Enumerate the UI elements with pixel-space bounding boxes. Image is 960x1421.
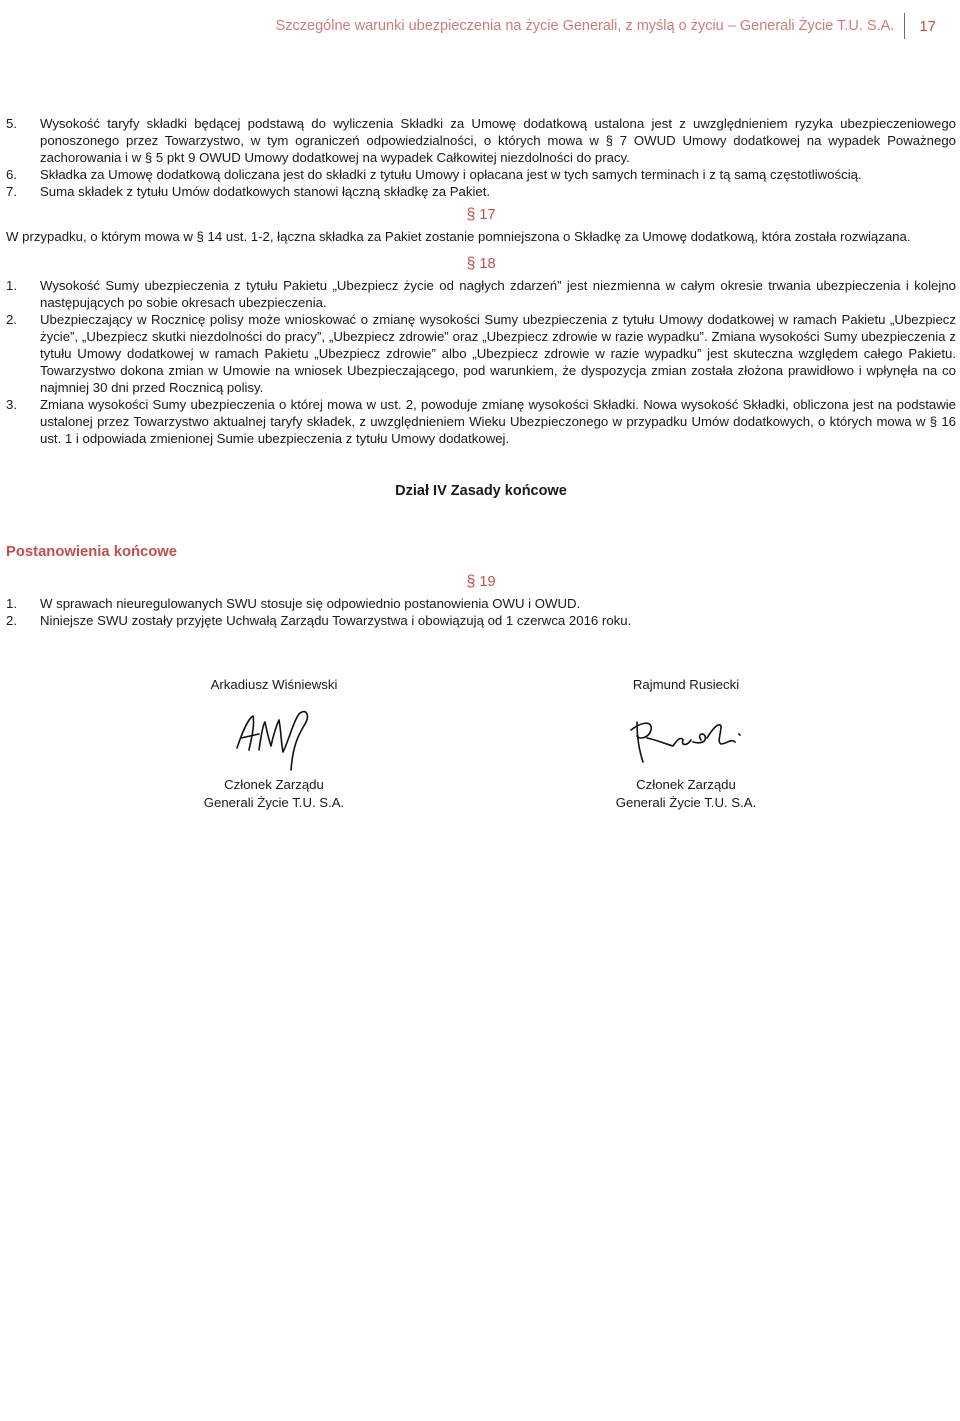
list-item (6, 595, 956, 612)
section-symbol: § (466, 206, 476, 223)
item-text: Niniejsze SWU zostały przyjęte Uchwałą Zarządu Towarzystwa i obowiązują od 1 czerwca 2016 roku. (40, 613, 632, 628)
chapter-title: Dział IV Zasady końcowe (395, 483, 567, 499)
signatory-name: Rajmund Rusiecki (632, 677, 740, 692)
list-item (6, 396, 956, 447)
signatures-block (0, 676, 960, 816)
item-text: Wysokość taryfy składki będącej podstawą do wyliczenia Składki za Umowę dodatkową ustalona jest z uwzględnieniem ryzyka ubezpieczeniowego ponoszonego przez Towarzystwo, w tym ograniczeń odpowiedzialności, o których mowa w § 7 OWUD Umowy dodatkowej na wypadek Poważnego zachorowania i w § 5 pkt 9 OWUD Umowy dodatkowej na wypadek Całkowitej niezdolności do pracy. (40, 116, 956, 165)
item-text: Wysokość Sumy ubezpieczenia z tytułu Pakietu „Ubezpiecz życie od nagłych zdarzeń” jest niezmienna w całym okresie trwania ubezpieczenia i kolejno następujących po sobie okresach ubezpieczenia. (40, 278, 956, 310)
item-number: 6. (6, 167, 17, 182)
item-text: Składka za Umowę dodatkową doliczana jest do składki z tytułu Umowy i opłacana jest w tych samych terminach i z tą samą częstotliwością. (40, 167, 862, 182)
section-number: 19 (479, 574, 496, 590)
signatory-role: Członek Zarządu (636, 777, 736, 792)
page-number: 17 (919, 17, 936, 35)
item-text: Zmiana wysokości Sumy ubezpieczenia o której mowa w ust. 2, powoduje zmianę wysokości Składki. Nowa wysokość Składki, obliczona jest na podstawie ustalonej przez Towarzystwo aktualnej taryfy składek, z uwzględnieniem Wieku Ubezpieczonego w przypadku Umów dodatkowych, o których mowa w § 16 ust. 1 i odpowiada zmienionej Sumie ubezpieczenia z tytułu Umowy dodatkowej. (40, 397, 956, 446)
section-17-heading (6, 206, 956, 224)
item-number: 5. (6, 116, 17, 131)
item-number: 1. (6, 596, 17, 611)
section-18-heading (6, 255, 956, 273)
list-item (6, 183, 956, 200)
item-number: 2. (6, 312, 17, 327)
handwritten-signature-icon (219, 700, 329, 772)
section-symbol: § (466, 573, 476, 590)
section-17-text: W przypadku, o którym mowa w § 14 ust. 1-2, łączna składka za Pakiet zostanie pomniejszona o Składkę za Umowę dodatkową, która została rozwiązana. (6, 229, 911, 244)
section-19-heading (6, 573, 956, 591)
item-number: 7. (6, 184, 17, 199)
section-symbol: § (466, 255, 476, 272)
signatory-company: Generali Życie T.U. S.A. (203, 795, 345, 810)
signature-left (124, 676, 424, 812)
list-item (6, 277, 956, 311)
section-number: 17 (479, 207, 496, 223)
item-number: 1. (6, 278, 17, 293)
item-text: W sprawach nieuregulowanych SWU stosuje się odpowiednio postanowienia OWU i OWUD. (40, 596, 581, 611)
section-number: 18 (479, 256, 496, 272)
signatory-name: Arkadiusz Wiśniewski (210, 677, 338, 692)
list-item (6, 311, 956, 396)
list-item (6, 612, 956, 629)
signatory-company: Generali Życie T.U. S.A. (615, 795, 757, 810)
list-item (6, 115, 956, 166)
header-separator (904, 13, 905, 39)
document-body (6, 115, 956, 629)
header-title: Szczególne warunki ubezpieczenia na życie Generali, z myślą o życiu – Generali Życie T.U. S.A. (275, 18, 895, 34)
handwritten-signature-icon (621, 700, 751, 772)
item-text: Ubezpieczający w Rocznicę polisy może wnioskować o zmianę wysokości Sumy ubezpieczenia z tytułu Umowy dodatkowej w ramach Pakietu „Ubezpiecz życie”, „Ubezpiecz skutki niezdolności do pracy”, „Ubezpiecz zdrowie” oraz „Ubezpiecz zdrowie w razie wypadku”. Zmiana wysokości Sumy ubezpieczenia z tytułu Umowy dodatkowej w ramach Pakietu „Ubezpiecz zdrowie” albo „Ubezpiecz zdrowie w razie wypadku” jest skuteczna względem całego Pakietu. Towarzystwo dokona zmian w Umowie na wniosek Ubezpieczającego, pod warunkiem, że dyspozycja zmian została złożona prawidłowo i wpłynęła na co najmniej 30 dni przed Rocznicą polisy. (40, 312, 956, 395)
final-provisions-heading: Postanowienia końcowe (6, 544, 178, 560)
item-number: 3. (6, 397, 17, 412)
page-header (276, 12, 936, 40)
list-item (6, 166, 956, 183)
signatory-role: Członek Zarządu (224, 777, 324, 792)
item-text: Suma składek z tytułu Umów dodatkowych stanowi łączną składkę za Pakiet. (40, 184, 491, 199)
signature-right (536, 676, 836, 812)
item-number: 2. (6, 613, 17, 628)
